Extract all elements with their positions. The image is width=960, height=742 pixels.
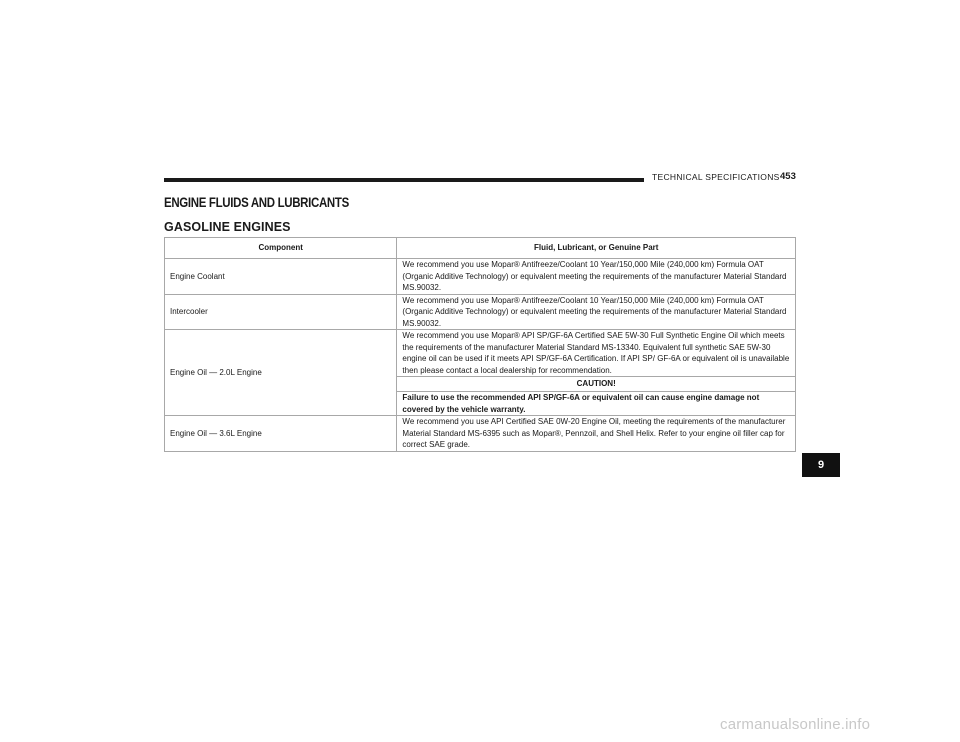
page-number: 453 bbox=[780, 171, 796, 182]
component-cell: Engine Coolant bbox=[165, 259, 397, 295]
fluids-table bbox=[164, 237, 796, 452]
table-header-row bbox=[165, 238, 796, 259]
fluid-cell: We recommend you use API Certified SAE 0W-20 Engine Oil, meeting the requirements of the manufacturer Material Standard MS-6395 such as Mopar®, Pennzoil, and Shell Helix. Refer to your engine oil filler cap for correct SAE grade. bbox=[397, 416, 796, 452]
section-subtitle: GASOLINE ENGINES bbox=[164, 220, 291, 234]
component-cell: Engine Oil — 3.6L Engine bbox=[165, 416, 397, 452]
component-cell: Engine Oil — 2.0L Engine bbox=[165, 330, 397, 416]
fluid-cell: We recommend you use Mopar® API SP/GF-6A Certified SAE 5W-30 Full Synthetic Engine Oil which meets the requirements of the manufacturer Material Standard MS-13340. Equivalent full synthetic SAE 5W-30 engine oil can be used if it meets API SP/GF-6A Certification. If API SP/ GF-6A or equivalent oil is unavailable then please contact a local dealership for recommendation. bbox=[397, 330, 796, 377]
table-row bbox=[165, 259, 796, 295]
chapter-tab: 9 bbox=[802, 453, 840, 477]
table-row bbox=[165, 330, 796, 377]
table-row bbox=[165, 416, 796, 452]
component-cell: Intercooler bbox=[165, 294, 397, 330]
header-fluid: Fluid, Lubricant, or Genuine Part bbox=[397, 238, 796, 259]
header-component: Component bbox=[165, 238, 397, 259]
caution-text: Failure to use the recommended API SP/GF-6A or equivalent oil can cause engine damage not covered by the vehicle warranty. bbox=[397, 392, 796, 416]
fluid-cell: We recommend you use Mopar® Antifreeze/Coolant 10 Year/150,000 Mile (240,000 km) Formula OAT (Organic Additive Technology) or equivalent meeting the requirements of the manufacturer Material Standard MS.90032. bbox=[397, 259, 796, 295]
caution-label: CAUTION! bbox=[397, 377, 796, 392]
watermark: carmanualsonline.info bbox=[720, 716, 871, 733]
running-header-section: TECHNICAL SPECIFICATIONS bbox=[652, 172, 780, 182]
page-title: ENGINE FLUIDS AND LUBRICANTS bbox=[164, 194, 349, 210]
fluid-cell: We recommend you use Mopar® Antifreeze/Coolant 10 Year/150,000 Mile (240,000 km) Formula OAT (Organic Additive Technology) or equivalent meeting the requirements of the manufacturer Material Standard MS.90032. bbox=[397, 294, 796, 330]
table-row bbox=[165, 294, 796, 330]
header-rule bbox=[164, 178, 644, 182]
